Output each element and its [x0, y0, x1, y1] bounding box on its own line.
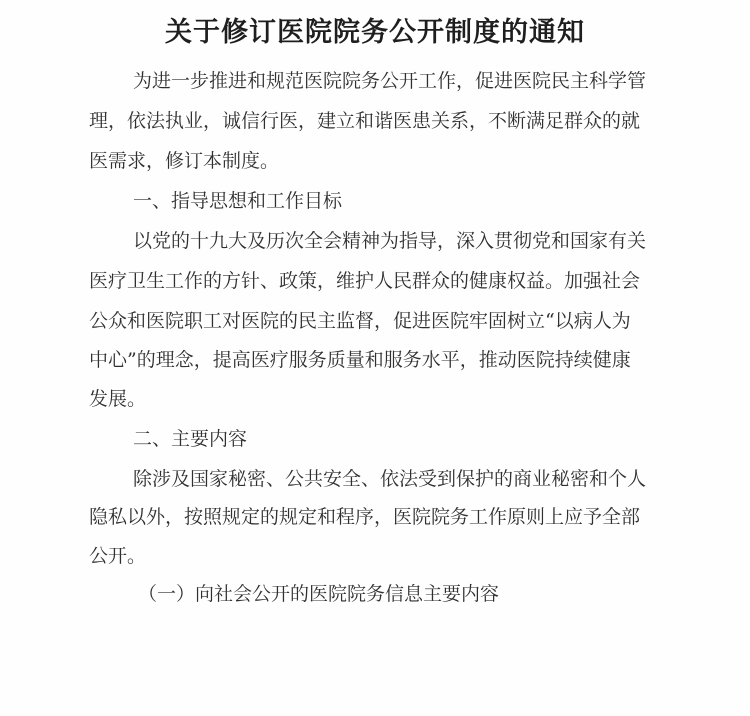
- section-heading-1: 一、指导思想和工作目标: [133, 190, 343, 212]
- paragraph-line: 中心”的理念，提高医疗服务质量和服务水平，推动医院持续健康: [89, 349, 631, 371]
- paragraph-line: 理，依法执业，诚信行医，建立和谐医患关系，不断满足群众的就: [89, 110, 641, 132]
- paragraph-line: 隐私以外，按照规定的规定和程序，医院院务工作原则上应予全部: [89, 506, 641, 528]
- paragraph-line: 医需求，修订本制度。: [89, 150, 280, 172]
- paragraph-line: 发展。: [89, 388, 147, 410]
- paragraph-line: 除涉及国家秘密、公共安全、依法受到保护的商业秘密和个人: [133, 468, 647, 490]
- paragraph-line: 公众和医院职工对医院的民主监督，促进医院牢固树立“以病人为: [89, 310, 631, 332]
- paragraph-line: 以党的十九大及历次全会精神为指导，深入贯彻党和国家有关: [133, 230, 647, 252]
- paragraph-line: 为进一步推进和规范医院院务公开工作，促进医院民主科学管: [133, 70, 647, 92]
- section-heading-2: 二、主要内容: [133, 428, 248, 450]
- subsection-heading: （一）向社会公开的医院院务信息主要内容: [138, 583, 500, 605]
- paragraph-line: 医疗卫生工作的方针、政策，维护人民群众的健康权益。加强社会: [89, 270, 641, 292]
- paragraph-line: 公开。: [89, 545, 147, 567]
- document-title: 关于修订医院院务公开制度的通知: [165, 17, 585, 48]
